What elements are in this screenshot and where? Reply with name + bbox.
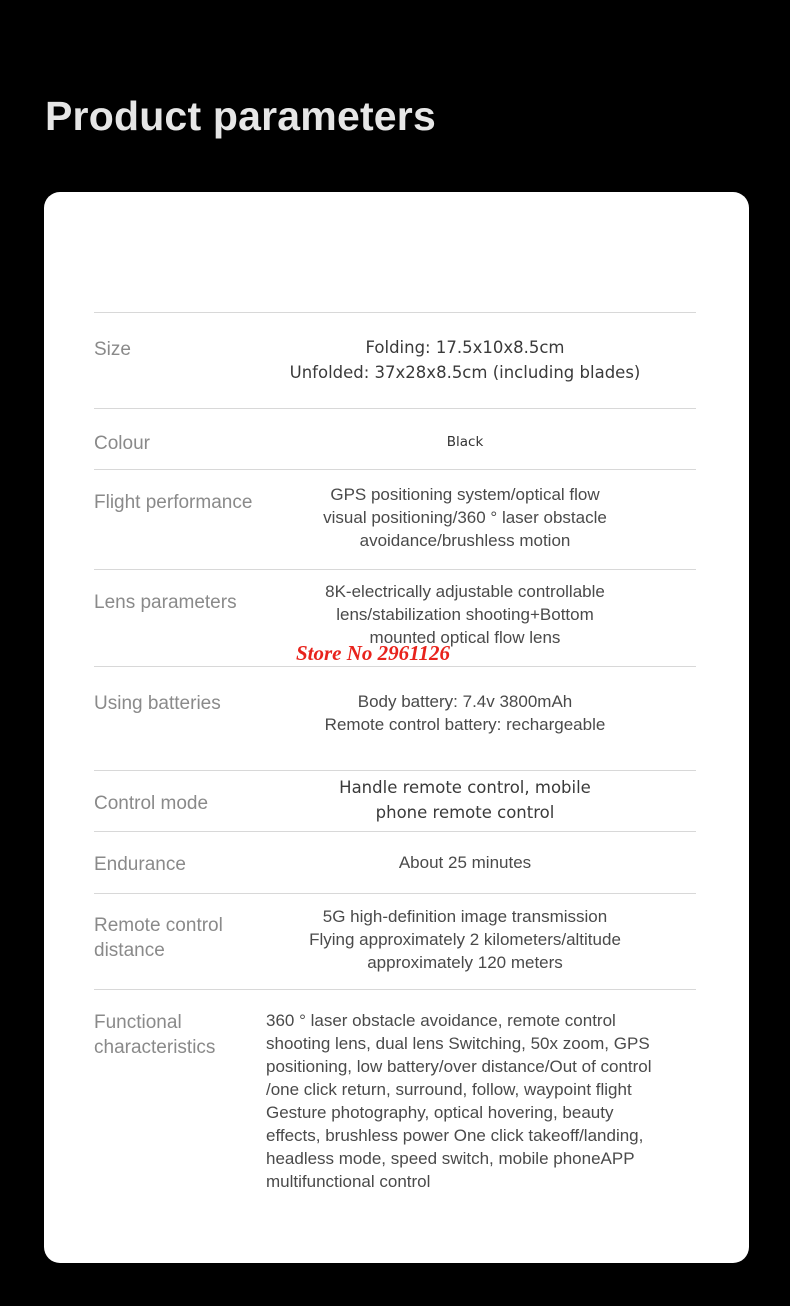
store-watermark: Store No 2961126 xyxy=(296,641,451,665)
page-title: Product parameters xyxy=(45,93,436,139)
lens-parameters-value: 8K-electrically adjustable controllable lens/stabilization shooting+Bottom mounted optical flow lens xyxy=(325,582,605,647)
remote-control-distance-label: Remote control distance xyxy=(94,915,223,961)
endurance-label: Endurance xyxy=(94,854,186,875)
lens-parameters-label: Lens parameters xyxy=(94,592,237,613)
remote-control-distance-value: 5G high-definition image transmission Flying approximately 2 kilometers/altitude approximately 120 meters xyxy=(309,907,621,972)
size-label: Size xyxy=(94,339,131,360)
endurance-value: About 25 minutes xyxy=(398,853,532,872)
divider xyxy=(94,989,696,990)
control-mode-value: Handle remote control, mobile phone remote control xyxy=(339,778,591,822)
divider xyxy=(94,770,696,771)
colour-value: Black xyxy=(446,434,484,450)
divider xyxy=(94,569,696,570)
size-value: Folding: 17.5x10x8.5cm Unfolded: 37x28x8.5cm (including blades) xyxy=(289,338,641,382)
divider xyxy=(94,831,696,832)
flight-performance-label: Flight performance xyxy=(94,492,253,513)
divider xyxy=(94,469,696,470)
divider xyxy=(94,893,696,894)
functional-characteristics-label: Functional characteristics xyxy=(94,1012,216,1058)
divider xyxy=(94,312,696,313)
divider xyxy=(94,408,696,409)
control-mode-label: Control mode xyxy=(94,793,209,814)
flight-performance-value: GPS positioning system/optical flow visual positioning/360 ° laser obstacle avoidance/brushless motion xyxy=(323,485,607,550)
colour-label: Colour xyxy=(94,433,150,454)
functional-characteristics-value: 360 ° laser obstacle avoidance, remote control shooting lens, dual lens Switching, 50x zoom, GPS positioning, low battery/over distance/Out of control /one click return, surround, follow, waypoint flight Gesture photography, optical hovering, beauty effects, brushless power One click takeoff/landing, headless mode, speed switch, mobile phoneAPP multifunctional control xyxy=(266,1011,652,1191)
using-batteries-value: Body battery: 7.4v 3800mAh Remote control battery: rechargeable xyxy=(324,692,606,734)
divider xyxy=(94,666,696,667)
using-batteries-label: Using batteries xyxy=(94,693,221,714)
parameters-card xyxy=(44,192,749,1263)
